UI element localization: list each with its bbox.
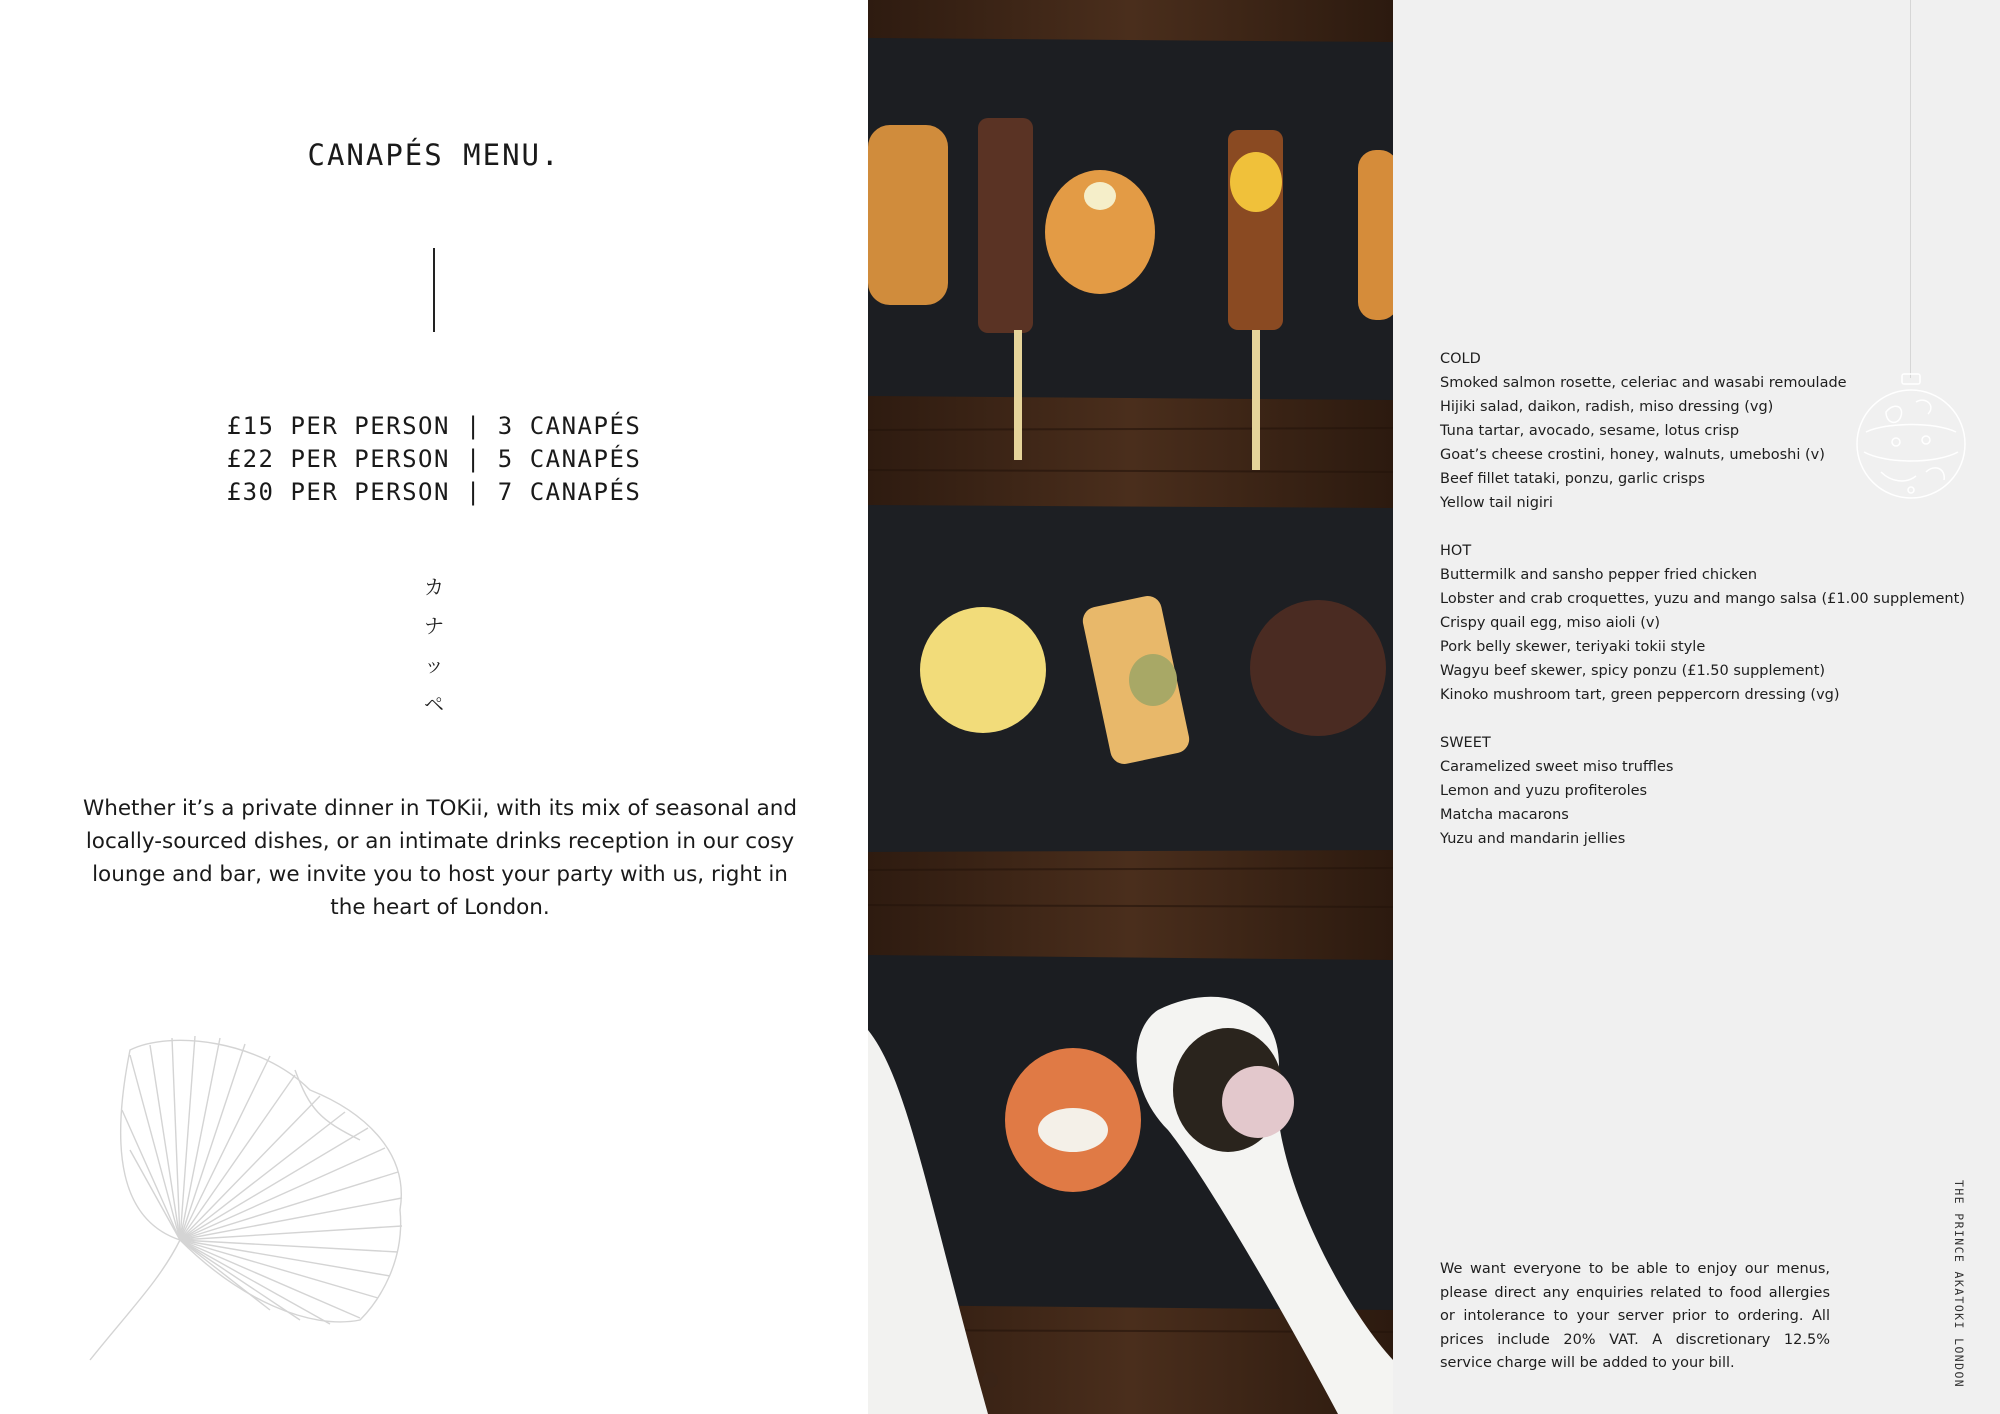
left-panel [0, 0, 868, 1414]
menu-heading: HOT [1440, 543, 1472, 559]
menu-item: Beef fillet tataki, ponzu, garlic crisps [1440, 471, 1705, 487]
menu-section-cold [1440, 347, 1960, 515]
menu-item: Caramelized sweet miso truffles [1440, 759, 1674, 775]
menu-section-hot [1440, 539, 1965, 707]
menu-item: Hijiki salad, daikon, radish, miso dressing (vg) [1440, 399, 1774, 415]
pricing-line: £30 PER PERSON | 7 CANAPÉS [226, 478, 642, 506]
menu-heading: SWEET [1440, 735, 1491, 751]
katakana-char: ペ [424, 692, 444, 716]
menu-item: Matcha macarons [1440, 807, 1569, 823]
menu-list [1440, 347, 1965, 875]
ginkgo-leaf-illustration [60, 1030, 420, 1390]
menu-section-sweet [1440, 731, 1960, 851]
menu-item: Wagyu beef skewer, spicy ponzu (£1.50 supplement) [1440, 663, 1826, 679]
menu-item: Kinoko mushroom tart, green peppercorn dressing (vg) [1440, 687, 1840, 703]
pricing-line: £22 PER PERSON | 5 CANAPÉS [226, 445, 642, 473]
intro-paragraph: Whether it’s a private dinner in TOKii, with its mix of seasonal and locally-sourced dishes, or an intimate drinks reception in our cosy lounge and bar, we invite you to host your party with us, right in the heart of London. [82, 796, 798, 920]
vertical-brand-text: THE PRINCE AKATOKI LONDON [1952, 1180, 1966, 1389]
ornament-string [1910, 0, 1911, 378]
menu-item: Smoked salmon rosette, celeriac and wasabi remoulade [1440, 375, 1847, 391]
menu-item: Yuzu and mandarin jellies [1440, 831, 1626, 847]
pricing-list [0, 410, 868, 509]
katakana-char: カ [424, 575, 444, 599]
menu-item: Crispy quail egg, miso aioli (v) [1440, 615, 1661, 631]
katakana-char: ナ [424, 614, 444, 638]
pricing-line: £15 PER PERSON | 3 CANAPÉS [226, 412, 642, 440]
vertical-divider [433, 248, 435, 332]
canape-photo-illustration [868, 0, 1393, 1414]
canape-photo [868, 0, 1393, 1414]
menu-item: Lemon and yuzu profiteroles [1440, 783, 1648, 799]
page-title: CANAPÉS MENU. [307, 138, 561, 172]
menu-item: Tuna tartar, avocado, sesame, lotus crisp [1440, 423, 1740, 439]
allergy-note: We want everyone to be able to enjoy our menus, please direct any enquiries related to food allergies or intolerance to your server prior to ordering. All prices include 20% VAT. A discretionary 12.5% service charge will be added to your bill. [1440, 1261, 1830, 1372]
menu-heading: COLD [1440, 351, 1481, 367]
menu-item: Yellow tail nigiri [1440, 495, 1553, 511]
menu-item: Goat’s cheese crostini, honey, walnuts, umeboshi (v) [1440, 447, 1825, 463]
menu-item: Buttermilk and sansho pepper fried chicken [1440, 567, 1758, 583]
menu-item: Pork belly skewer, teriyaki tokii style [1440, 639, 1706, 655]
katakana-word [0, 568, 868, 724]
menu-item: Lobster and crab croquettes, yuzu and mango salsa (£1.00 supplement) [1440, 591, 1965, 607]
katakana-char: ッ [424, 653, 444, 677]
